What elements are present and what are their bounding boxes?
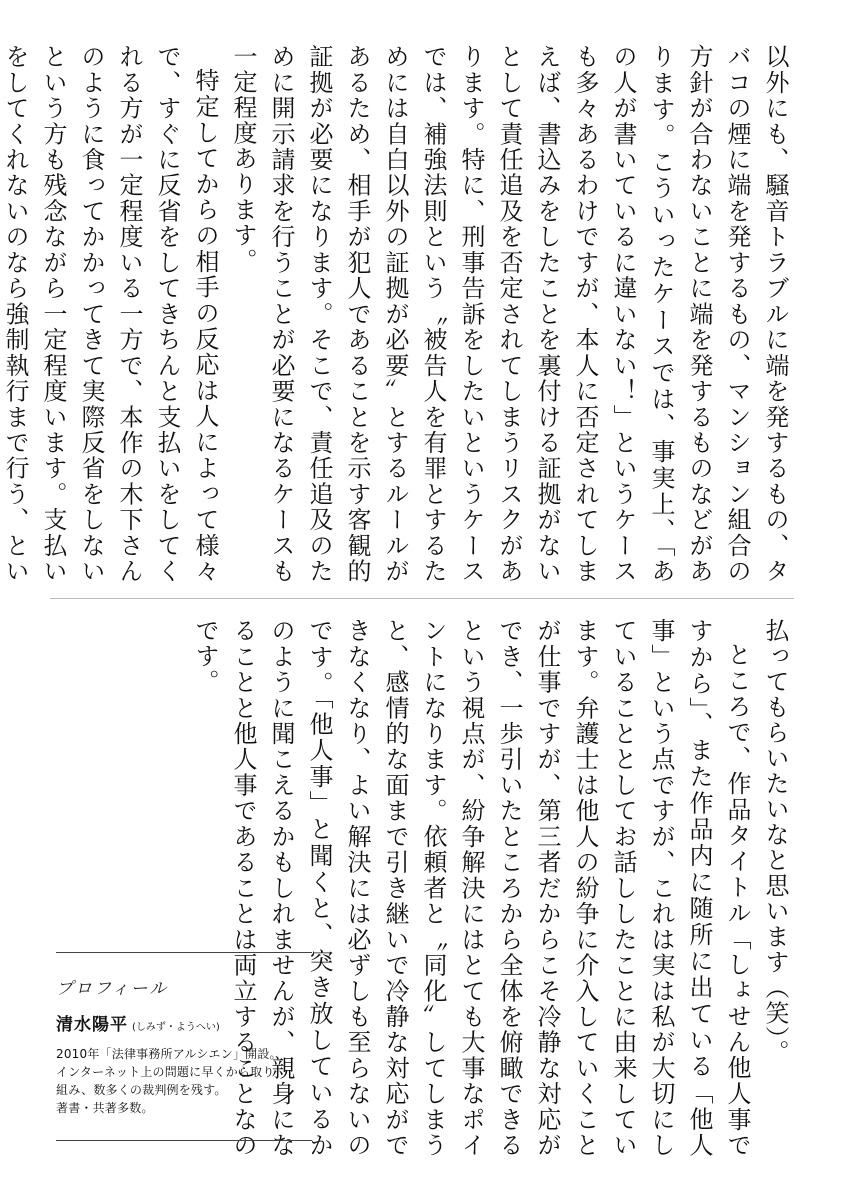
author-name-reading: (しみず・ようへい) (132, 1022, 220, 1033)
bio-line: インターネット上の問題に早くから取り (56, 1065, 275, 1079)
bio-line: 組み、数多くの裁判例を残す。 (56, 1083, 227, 1097)
article-text-top (1, 44, 794, 584)
bio-line: 2010年「法律事務所アルシエン」開設。 (56, 1047, 282, 1061)
article-paragraph: ところで、作品タイトル「しょせん他人事ですから」、また作品内に随所に出ている「他人事」という点ですが、これは実は私が大切にしていることとしてお話ししたことに由来しています。弁護士は他人の紛争に介入していくことが仕事ですが、第三者だからこそ冷静な対応ができ、一歩引いたところから全体を俯瞰できるという視点が、紛争解決にはとても大事なポイントになります。依頼者と〝同化〟してしまうと、感情的な面まで引き継いで冷静な対応ができなくなり、よい解決には必ずしも至らないのです。「他人事」と聞くと、突き放しているかのように聞こえるかもしれませんが、親身になることと他人事であることは両立することなのです。 (191, 618, 751, 1159)
profile-top-rule (56, 952, 312, 953)
bio-line: 著書・共著多数。 (56, 1101, 154, 1115)
author-profile (56, 952, 312, 1142)
profile-bottom-rule (56, 1140, 312, 1141)
author-bio (56, 1045, 312, 1117)
profile-heading: プロフィール (56, 979, 169, 999)
author-name: 清水陽平 (56, 1015, 128, 1035)
article-text-bottom (191, 618, 794, 1159)
section-divider (50, 598, 794, 599)
profile-name-row (56, 1010, 220, 1035)
article-paragraph: 特定してからの相手の反応は人によって様々で、すぐに反省をしてきちんと支払いをしてくれる方が一定程度いる一方で、本作の木下さんのように食ってかかってきて実際反省をしないという方も残念ながら一定程度います。支払いをしてくれないのなら強制執行まで行う、とい (1, 44, 219, 584)
article-paragraph: 払ってもらいたいなと思います（笑）。 (761, 618, 789, 1065)
article-paragraph: 以外にも、騒音トラブルに端を発するもの、タバコの煙に端を発するもの、マンション組合の方針が合わないことに端を発するものなどがあります。こういったケースでは、事実上、「あの人が書いているに違いない！」というケースも多々あるわけですが、本人に否定されてしまえば、書込みをしたことを裏付ける証拠がないとして責任追及を否定されてしまうリスクがあります。特に、刑事告訴をしたいというケースでは、補強法則という〝被告人を有罪とするためには自白以外の証拠が必要〟とするルールがあるため、相手が犯人であることを示す客観的証拠が必要になります。そこで、責任追及のために開示請求を行うことが必要になるケースも一定程度あります。 (229, 44, 789, 584)
